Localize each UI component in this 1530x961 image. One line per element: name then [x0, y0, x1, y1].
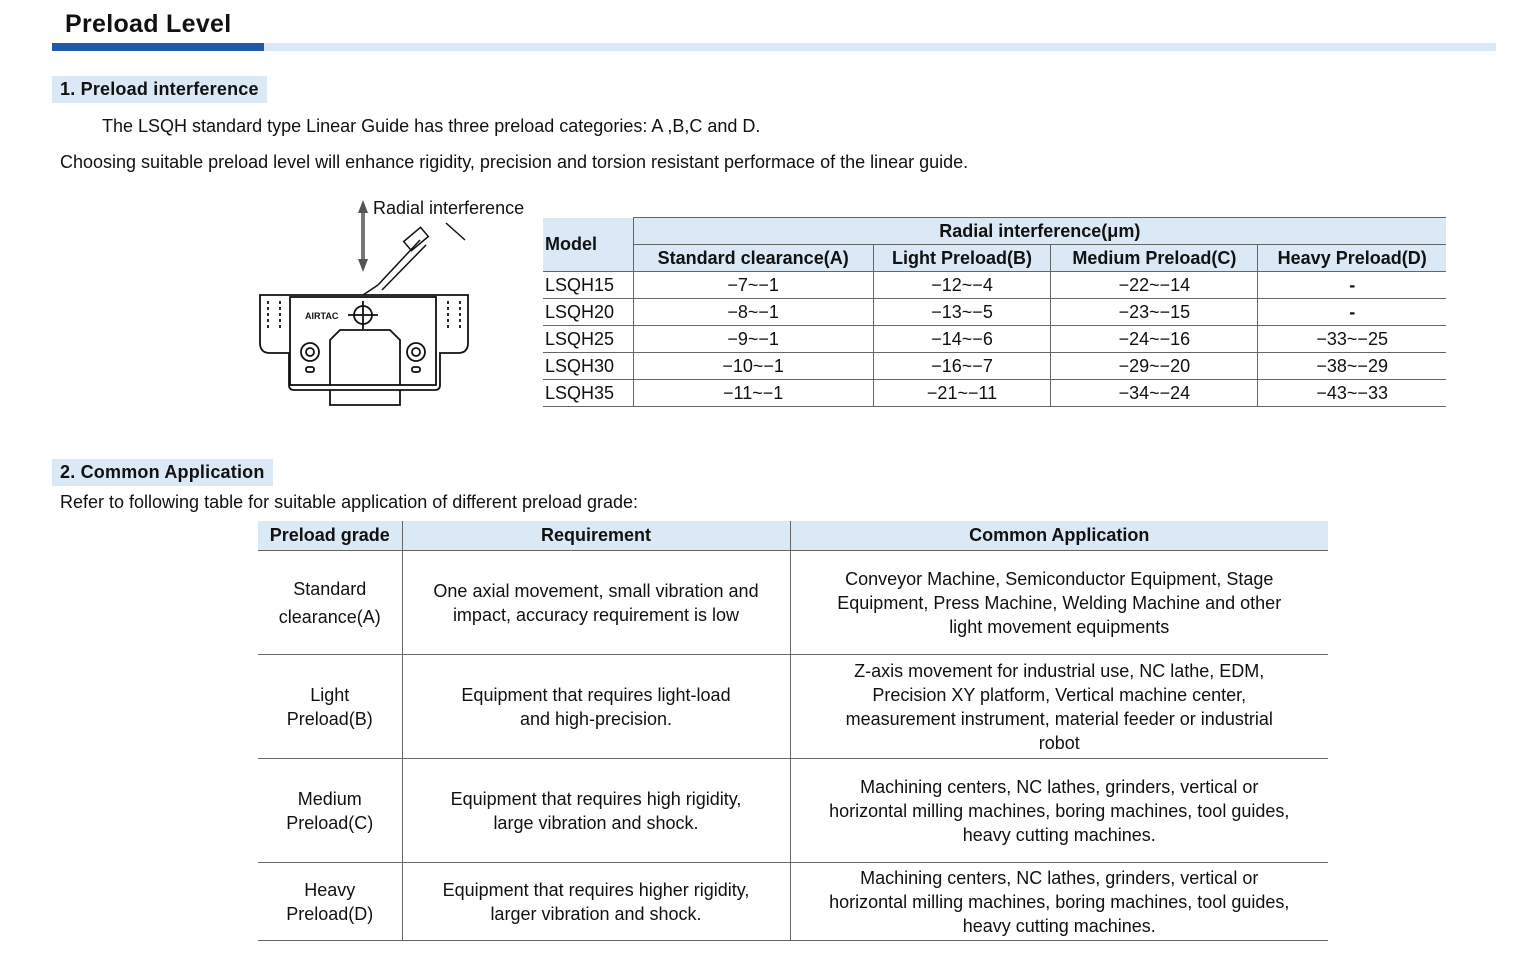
- dial-gauge-icon: [363, 223, 465, 295]
- application-line: Z-axis movement for industrial use, NC lathe, EDM,: [854, 660, 1265, 681]
- col-header-a: Standard clearance(A): [633, 245, 873, 272]
- value-cell-a: −9~−1: [633, 326, 873, 353]
- brand-logo: AIRTAC: [305, 311, 339, 321]
- requirement-line: impact, accuracy requirement is low: [452, 604, 740, 625]
- value-cell-b: −16~−7: [873, 353, 1051, 380]
- common-application-table: [258, 521, 1328, 941]
- application-line: heavy cutting machines.: [962, 824, 1156, 845]
- grade-line: Medium: [297, 788, 362, 809]
- application-line: Equipment, Press Machine, Welding Machine and other: [837, 592, 1282, 613]
- application-line: Conveyor Machine, Semiconductor Equipment, Stage: [845, 568, 1274, 589]
- radial-interference-table: [543, 217, 1446, 407]
- application-intro: Refer to following table for suitable application of different preload grade:: [60, 492, 639, 512]
- col-header-d: Heavy Preload(D): [1258, 245, 1446, 272]
- requirement-cell: [402, 759, 790, 863]
- linear-guide-diagram: [250, 195, 550, 410]
- table-row: [543, 326, 1446, 353]
- requirement-line: Equipment that requires high rigidity,: [450, 788, 742, 809]
- application-line: horizontal milling machines, boring machines, tool guides,: [829, 891, 1290, 912]
- requirement-cell: [402, 655, 790, 759]
- application-line: measurement instrument, material feeder or industrial: [845, 708, 1273, 729]
- value-cell-b: −21~−11: [873, 380, 1051, 407]
- application-line: Machining centers, NC lathes, grinders, vertical or: [860, 867, 1259, 888]
- model-cell: LSQH35: [543, 380, 633, 407]
- requirement-line: One axial movement, small vibration and: [433, 580, 759, 601]
- model-cell: LSQH20: [543, 299, 633, 326]
- title-rule: [52, 43, 1496, 51]
- value-cell-c: −29~−20: [1051, 353, 1258, 380]
- requirement-line: larger vibration and shock.: [490, 903, 702, 924]
- requirement-cell: [402, 863, 790, 941]
- table-row: [543, 353, 1446, 380]
- application-cell: [790, 759, 1328, 863]
- table-row: [543, 380, 1446, 407]
- section-heading-common-application: 2. Common Application: [52, 459, 273, 486]
- model-cell: LSQH30: [543, 353, 633, 380]
- value-cell-d: -: [1258, 272, 1446, 299]
- header-common-application: Common Application: [790, 521, 1328, 551]
- grade-cell: [258, 551, 402, 655]
- grade-line: clearance(A): [278, 606, 381, 627]
- value-cell-d: −38~−29: [1258, 353, 1446, 380]
- value-cell-a: −10~−1: [633, 353, 873, 380]
- radial-arrow-icon: [358, 200, 368, 272]
- value-cell-a: −8~−1: [633, 299, 873, 326]
- requirement-line: Equipment that requires higher rigidity,: [442, 879, 750, 900]
- grade-line: Preload(D): [286, 903, 374, 924]
- value-cell-a: −7~−1: [633, 272, 873, 299]
- grade-line: Standard: [293, 578, 367, 599]
- application-line: Machining centers, NC lathes, grinders, vertical or: [860, 776, 1259, 797]
- model-cell: LSQH15: [543, 272, 633, 299]
- intro-line-2: Choosing suitable preload level will enhance rigidity, precision and torsion resistant performace of the linear guide.: [60, 152, 969, 172]
- value-cell-d: −33~−25: [1258, 326, 1446, 353]
- application-line: Precision XY platform, Vertical machine center,: [872, 684, 1247, 705]
- grade-cell: [258, 863, 402, 941]
- page-title: Preload Level: [65, 10, 232, 38]
- grade-line: Light: [310, 684, 350, 705]
- value-cell-a: −11~−1: [633, 380, 873, 407]
- application-cell: [790, 655, 1328, 759]
- title-rule-accent: [52, 43, 264, 51]
- col-header-c: Medium Preload(C): [1051, 245, 1258, 272]
- requirement-line: and high-precision.: [519, 708, 673, 729]
- requirement-line: large vibration and shock.: [493, 812, 699, 833]
- requirement-line: Equipment that requires light-load: [461, 684, 731, 705]
- group-header: Radial interference(μm): [633, 218, 1446, 245]
- value-cell-c: −24~−16: [1051, 326, 1258, 353]
- guide-block-icon: [260, 295, 468, 405]
- value-cell-b: −13~−5: [873, 299, 1051, 326]
- table-row: [543, 272, 1446, 299]
- section-heading-preload-interference: 1. Preload interference: [52, 76, 267, 103]
- radial-interference-label: Radial interference: [373, 198, 525, 218]
- grade-line: Heavy: [304, 879, 356, 900]
- model-cell: LSQH25: [543, 326, 633, 353]
- value-cell-b: −14~−6: [873, 326, 1051, 353]
- table-row: [258, 655, 1328, 759]
- header-preload-grade: Preload grade: [258, 521, 402, 551]
- requirement-cell: [402, 551, 790, 655]
- table-row: [543, 299, 1446, 326]
- application-cell: [790, 863, 1328, 941]
- value-cell-c: −34~−24: [1051, 380, 1258, 407]
- table-row: [258, 551, 1328, 655]
- value-cell-d: −43~−33: [1258, 380, 1446, 407]
- model-header: Model: [543, 218, 633, 272]
- application-line: robot: [1038, 732, 1080, 753]
- intro-line-1: The LSQH standard type Linear Guide has three preload categories: A ,B,C and D.: [102, 116, 761, 136]
- application-cell: [790, 551, 1328, 655]
- grade-line: Preload(B): [286, 708, 373, 729]
- col-header-b: Light Preload(B): [873, 245, 1051, 272]
- grade-cell: [258, 759, 402, 863]
- application-line: light movement equipments: [949, 616, 1170, 637]
- grade-line: Preload(C): [286, 812, 374, 833]
- table-row: [258, 863, 1328, 941]
- table-row: [258, 759, 1328, 863]
- value-cell-c: −22~−14: [1051, 272, 1258, 299]
- header-requirement: Requirement: [402, 521, 790, 551]
- application-line: horizontal milling machines, boring machines, tool guides,: [829, 800, 1290, 821]
- value-cell-c: −23~−15: [1051, 299, 1258, 326]
- value-cell-b: −12~−4: [873, 272, 1051, 299]
- application-line: heavy cutting machines.: [962, 915, 1156, 936]
- value-cell-d: -: [1258, 299, 1446, 326]
- grade-cell: [258, 655, 402, 759]
